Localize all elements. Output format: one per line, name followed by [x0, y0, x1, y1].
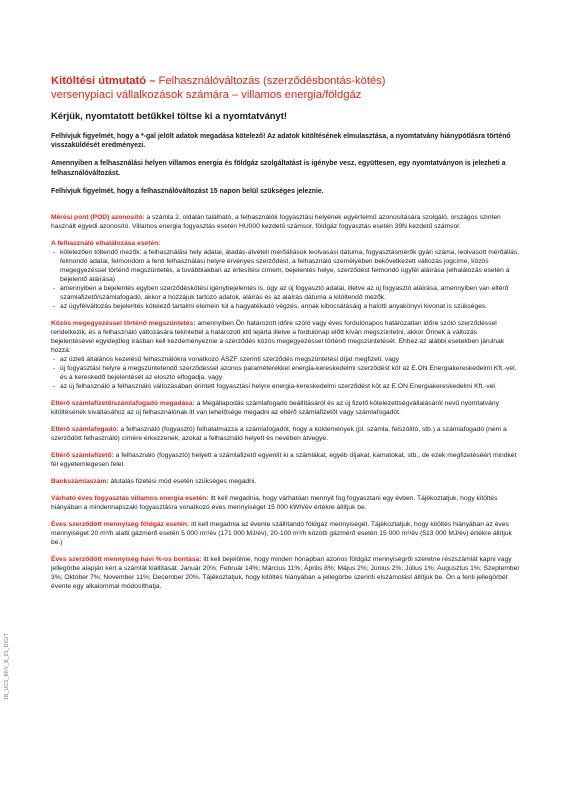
paragraph-text: a felhasználó (fogyasztó) helyett a számlafizető egyenlít ki a számlákat, egyéb díjakat, kamatokat, stb., de ezek megfizetéséért mindkét fél egyetemlegesen felel. [51, 452, 517, 469]
notice-mandatory: Felhívjuk figyelmét, hogy a *-gal jelölt adatok megadása kötelező! Az adatok kitöltésének elmulasztása, a nyomtatvány hiánypótlásra történő visszaküldését eredményezi. [51, 133, 511, 150]
list-item: - amennyiben a bejelentés egyben szerződéskötési igénybejelentés is, úgy az új fogyasztó adatai, illetve az új fogyasztó aláírása, amennyiben van eltérő számlafizető/számlafogadó, akkor a hozzájuk tartozó adatok, aláírás és az aláírás dátuma a kitöltendő mezők. [60, 284, 521, 302]
termination-paragraph [51, 319, 521, 355]
notice-deadline: Felhívjuk figyelmét, hogy a felhasználóváltozást 15 napon belül szükséges jeleznie. [51, 187, 324, 195]
electricity-consumption-paragraph [51, 494, 521, 512]
notice-combined: Amennyiben a felhasználási helyen villamos energia és földgáz szolgáltatást is igénybe vesz, együttesen, egy nyomtatványon is jelezheti a felhasználóváltozást. [51, 160, 506, 177]
list-item: - kötelezően töltendő mezők: a felhasználási hely adatai, átadás-átvételi mérőállások leolvasási dátuma, fogyasztásmérők gyári száma, leolvasott mérőállás, felmondó adatai, felmondom a fenti felhasználási helyre érvényes szerződést, a felhasználó személyében bekövetkezett változás jogcíme, közös megegyezéssel történő megszüntetés, a továbbiakban az értesítési címem, bejelentés helye, szerződést felmondó ügyfél aláírása (elhalálozás esetén a bejelentő aláírása) [60, 248, 521, 284]
pod-text: a számla 2. oldalán található, a felhasználók fogyasztási helyének egyértelmű azonosítására szolgáló, országos szinten használt egyedi azonosító. Villamos energia fogyasztás esetén HU000 kezdetű számsor, földgáz fogyasztás esetén 39N kezdetű számsor. [51, 214, 501, 231]
pod-label: Mérési pont (POD) azonosító: [51, 214, 145, 222]
paragraph-label: Eltérő számlafogadó: [51, 426, 119, 434]
gas-quantity-paragraph [51, 520, 521, 547]
paragraph-label: Eltérő számlafizető: [51, 452, 114, 460]
fill-instruction: Kérjük, nyomtatott betűkkel töltse ki a nyomtatványt! [51, 110, 287, 121]
paragraph-label: Éves szerződött mennyiség havi %-os bontása: [51, 556, 202, 564]
death-list [51, 248, 521, 311]
paragraph-text: itt kell megadnia, hogy várhatóan mennyit fog fogyasztani egy évben. Tájékoztatjuk, hogy kitöltés hiányában a mindennapszaki fogyasztásra vonatkozó éves mennyiséget 15 000 kWh/év értékre állítjuk be. [51, 495, 498, 512]
list-item: - az ügyfélváltozás bejelentés kötelező tartalmi elemein túl a hagyatékadó végzés, annak kibocsátásáig a halotti anyakönyvi kivonat is szükséges. [60, 302, 521, 311]
paragraph-text: itt kell megadnia az évente szállítandó földgáz mennyiségét. Tájékoztatjuk, hogy kitöltés hiányában az éves mennyiséget 20 m³/h alatti gázmérő esetén 5 000 m³/év (171 000 MJ/év), 20-100 m³/h közötti gázmérő esetén 15 000 m³/év (513 000 MJ/év) értékre állítjuk be.) [51, 521, 512, 547]
content-area [51, 74, 521, 599]
paragraph-label: Bankszámlaszám: [51, 478, 109, 486]
death-section-title: A felhasználó elhalálozása esetén: [51, 240, 161, 248]
document-code: 1B_UCS_KKV_B_01_DIGIT [4, 632, 10, 700]
termination-label: Közös megegyezéssel történő megszüntetés: [51, 320, 196, 328]
bank-account-paragraph [51, 477, 521, 486]
termination-text: amennyiben Ön határozott időre szóló vagy éves fordulónapos határozatlan időre szóló szerződéssel rendelkezik, és a felhasználó változására tekintettel a határozott idő lejárta illetve a fordulónap előtt kíván megszüntetni, akkor Önnek a változás bejelentésével egyidejűleg írásban kell kezdeményeznie a szerződés közös megegyezéssel történő megszüntetését. Ehhez az alábbi esetekben járulnak hozzá: [51, 320, 505, 355]
paragraph-text: a felhasználó (fogyasztó) felhatalmazza a számlafogadót, hogy a küldemények (pl. számla, felszólító, stb.) a számlafogadó (nem a szerződött felhasználó) címére érkezzenek, azokat a felhasználó helyett és nevében átvegye. [51, 426, 507, 443]
list-item: - az üzleti általános kezelésű felhasználókra vonatkozó ÁSZF szerinti szerződés megszüntetési díjat megfizeti, vagy [60, 355, 521, 364]
pod-paragraph [51, 213, 521, 231]
payer-paragraph [51, 451, 521, 469]
paragraph-text: itt kell bejelölnie, hogy minden hónapban azonos földgáz mennyiségről szeretne részszámlát kapni vagy jellegörbe alapján kért a számlát kiállítását: Január 20%; Február 14%; Március 11%; Április 8%; Május 2%; Június 2%; Július 1%; Augusztus 1%; Szeptember 3%; Október 7%; November 11%; December 20%. Tájékoztatjuk, hogy kitöltés hiányában a jellegörbe szerinti elszámolást állítjuk be. Ön a fenti jellegörbét évente egy alkalommal módosíthatja. [51, 556, 520, 591]
title-rest: Felhasználóváltozás (szerződésbontás-kötés) [158, 75, 386, 87]
paragraph-label: Éves szerződött mennyiség földgáz esetén: [51, 521, 190, 529]
title-bold: Kitöltési útmutató – [51, 75, 159, 87]
page-subtitle: versenypiaci vállalkozások számára – villamos energia/földgáz [51, 89, 362, 101]
list-item: - az új felhasználó a felhasználó változásában érintett fogyasztási helyre energia-kereskedelmi szerződést köt az E.ON Energiakereskedelmi Kft.-vel. [60, 382, 521, 391]
receiver-paragraph [51, 425, 521, 443]
paragraph-text: a Megállapodás számlafogadó beállításáról és az új fizető kötelezettségvállalásáról nevű nyomtatvány kitöltésének kiváltásához az új felhasználónak itt van lehetősége megadni az eltérő számlafizetőt vagy számlafogadót. [51, 400, 499, 417]
termination-list [51, 355, 521, 391]
paragraph-label: Várható éves fogyasztás villamos energia esetén: [51, 495, 209, 503]
monthly-breakdown-paragraph [51, 555, 521, 591]
page-title [51, 74, 521, 88]
list-item: - új fogyasztási helyre a megszüntetendő szerződéssel azonos paraméterekkel energia-kereskedelmi szerződést köt az E.ON Energiakereskedelmi Kft.-vel, és a kereskedő bejelentését az elosztó elfogadja, vagy [60, 364, 521, 382]
paragraph-label: Eltérő számlafizető/számlafogadó megadása: [51, 400, 195, 408]
payer-receiver-paragraph [51, 399, 521, 417]
paragraph-text: átutalás fizetési mód esetén szükséges megadni. [108, 478, 257, 486]
